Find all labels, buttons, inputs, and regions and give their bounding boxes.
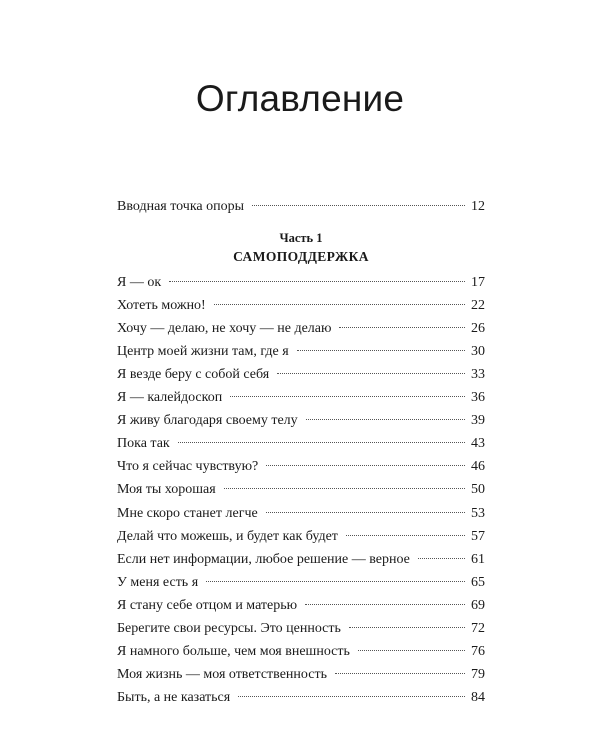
- toc-entry[interactable]: [117, 525, 485, 548]
- dot-leader: [349, 627, 465, 628]
- toc-entry[interactable]: [117, 386, 485, 409]
- toc-entry-page-number: 69: [471, 597, 485, 613]
- dot-leader: [306, 419, 465, 420]
- toc-entry-page-number: 72: [471, 620, 485, 636]
- toc-entry[interactable]: [117, 455, 485, 478]
- toc-entry-page-number: 33: [471, 367, 485, 383]
- toc-entry-title: Моя ты хорошая: [117, 482, 216, 498]
- toc-entry-page-number: 79: [471, 666, 485, 682]
- toc-entry-title: Я — ок: [117, 275, 162, 291]
- toc-entry[interactable]: [117, 363, 485, 386]
- toc-entry-title: Моя жизнь — моя ответственность: [117, 666, 327, 682]
- toc-entry-page-number: 65: [471, 574, 485, 590]
- toc-entry-title: У меня есть я: [117, 574, 199, 590]
- toc-entry[interactable]: [117, 686, 485, 709]
- dot-leader: [224, 488, 465, 489]
- toc-entry[interactable]: [117, 317, 485, 340]
- toc-entry[interactable]: [117, 548, 485, 571]
- toc-entry-page-number: 46: [471, 459, 485, 475]
- dot-leader: [252, 205, 465, 206]
- toc-entry-page-number: 30: [471, 344, 485, 360]
- toc-entry-page-number: 43: [471, 436, 485, 452]
- dot-leader: [206, 581, 465, 582]
- toc-entry-title: Я намного больше, чем моя внешность: [117, 643, 350, 659]
- toc-entry-list: [117, 271, 485, 709]
- part-label: Часть 1: [279, 231, 323, 246]
- dot-leader: [339, 327, 465, 328]
- dot-leader: [297, 350, 465, 351]
- toc-entry-title: Берегите свои ресурсы. Это ценность: [117, 620, 341, 636]
- toc-entry-title: Хочу — делаю, не хочу — не делаю: [117, 321, 332, 337]
- toc-entry[interactable]: [117, 594, 485, 617]
- toc-entry[interactable]: [117, 571, 485, 594]
- toc-entry-page-number: 84: [471, 689, 485, 705]
- toc-entry-title: Хотеть можно!: [117, 298, 206, 314]
- toc-entry-page-number: 50: [471, 482, 485, 498]
- toc-entry-title: Если нет информации, любое решение — верное: [117, 551, 410, 567]
- toc-entry-title: Вводная точка опоры: [117, 199, 245, 214]
- dot-leader: [230, 396, 465, 397]
- toc-entry-title: Быть, а не казаться: [117, 689, 231, 705]
- dot-leader: [277, 373, 465, 374]
- toc-entry[interactable]: [117, 502, 485, 525]
- toc-entry[interactable]: [117, 478, 485, 501]
- part-heading: [117, 218, 485, 271]
- toc-entry-page-number: 61: [471, 551, 485, 567]
- part-name: САМОПОДДЕРЖКА: [233, 249, 369, 265]
- dot-leader: [335, 673, 465, 674]
- toc-entry-title: Я везде беру с собой себя: [117, 367, 270, 383]
- toc-entry-intro[interactable]: [117, 195, 485, 218]
- dot-leader: [178, 442, 465, 443]
- dot-leader: [346, 535, 465, 536]
- toc-entry-title: Делай что можешь, и будет как будет: [117, 528, 338, 544]
- toc-entry-page-number: 39: [471, 413, 485, 429]
- toc-entry[interactable]: [117, 663, 485, 686]
- toc-entry[interactable]: [117, 640, 485, 663]
- toc-entry[interactable]: [117, 432, 485, 455]
- dot-leader: [214, 304, 465, 305]
- toc-entry-page-number: 76: [471, 643, 485, 659]
- toc-entry-title: Центр моей жизни там, где я: [117, 344, 289, 360]
- page-title: Оглавление: [195, 78, 405, 119]
- toc-entry-page-number: 57: [471, 528, 485, 544]
- toc-entry-title: Что я сейчас чувствую?: [117, 459, 259, 475]
- toc-entry[interactable]: [117, 294, 485, 317]
- toc-entry[interactable]: [117, 340, 485, 363]
- toc-entry-title: Мне скоро станет легче: [117, 505, 258, 521]
- toc-entry-page-number: 53: [471, 505, 485, 521]
- toc-entry-page-number: 22: [471, 298, 485, 314]
- dot-leader: [305, 604, 465, 605]
- toc-entry-page-number: 36: [471, 390, 485, 406]
- toc-entry-title: Я — калейдоскоп: [117, 390, 223, 406]
- dot-leader: [418, 558, 465, 559]
- toc-entry-page-number: 26: [471, 321, 485, 337]
- toc-entry[interactable]: [117, 617, 485, 640]
- dot-leader: [266, 512, 465, 513]
- dot-leader: [358, 650, 465, 651]
- dot-leader: [266, 465, 465, 466]
- toc-entry-title: Я стану себе отцом и матерью: [117, 597, 298, 613]
- toc-entry-page-number: 17: [471, 275, 485, 291]
- toc-entry-title: Пока так: [117, 436, 170, 452]
- table-of-contents: [117, 195, 485, 709]
- toc-entry[interactable]: [117, 409, 485, 432]
- dot-leader: [169, 281, 465, 282]
- toc-entry[interactable]: [117, 271, 485, 294]
- dot-leader: [238, 696, 465, 697]
- toc-entry-page-number: 12: [471, 199, 485, 214]
- toc-entry-title: Я живу благодаря своему телу: [117, 413, 298, 429]
